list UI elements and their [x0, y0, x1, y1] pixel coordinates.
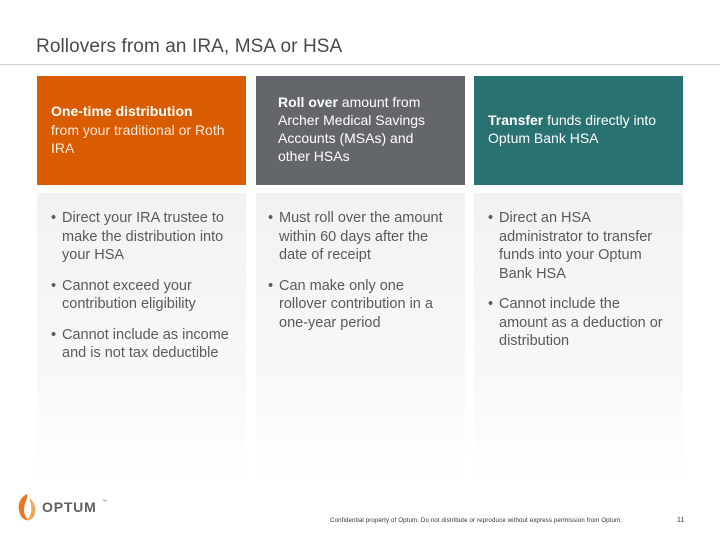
- bullet-item: • Cannot include as income and is not tax deductible: [51, 326, 232, 363]
- optum-mark-icon: [14, 492, 40, 522]
- column-header-rest: funds directly into Optum Bank HSA: [488, 112, 657, 146]
- logo-wordmark: OPTUM: [42, 499, 97, 515]
- column-header-rest: from your traditional or Roth IRA: [51, 122, 225, 156]
- title-divider: [0, 64, 720, 65]
- bullet-item: • Direct an HSA administrator to transfer funds into your Optum Bank HSA: [488, 209, 669, 283]
- column-header-distribution: [37, 76, 246, 185]
- confidentiality-notice: Confidential property of Optum. Do not distribute or reproduce without express permission from Optum.: [330, 517, 623, 524]
- slide-title: Rollovers from an IRA, MSA or HSA: [36, 36, 343, 57]
- bullet-item: • Must roll over the amount within 60 days after the date of receipt: [268, 209, 455, 265]
- column-header-transfer: [474, 76, 683, 185]
- logo-trademark: ™: [102, 499, 107, 505]
- bullet-list: [268, 209, 455, 332]
- bullet-list: [51, 209, 232, 363]
- bullet-item: • Cannot exceed your contribution eligibility: [51, 277, 232, 314]
- column-header-strong: One-time distribution: [51, 103, 193, 119]
- bullet-item: • Can make only one rollover contribution in a one-year period: [268, 277, 455, 333]
- column-header-rollover: [256, 76, 465, 185]
- bullet-list: [488, 209, 669, 351]
- bullet-item: • Direct your IRA trustee to make the distribution into your HSA: [51, 209, 232, 265]
- column-header-strong: Transfer: [488, 112, 544, 128]
- column-header-strong: Roll over: [278, 94, 338, 110]
- column-body-transfer: [474, 193, 683, 486]
- column-body-distribution: [37, 193, 246, 486]
- page-number: 11: [677, 517, 685, 524]
- bullet-item: • Cannot include the amount as a deduction or distribution: [488, 295, 669, 351]
- optum-logo: [14, 492, 124, 524]
- column-body-rollover: [256, 193, 465, 486]
- column-header-rest: amount from Archer Medical Savings Accounts (MSAs) and other HSAs: [278, 94, 426, 164]
